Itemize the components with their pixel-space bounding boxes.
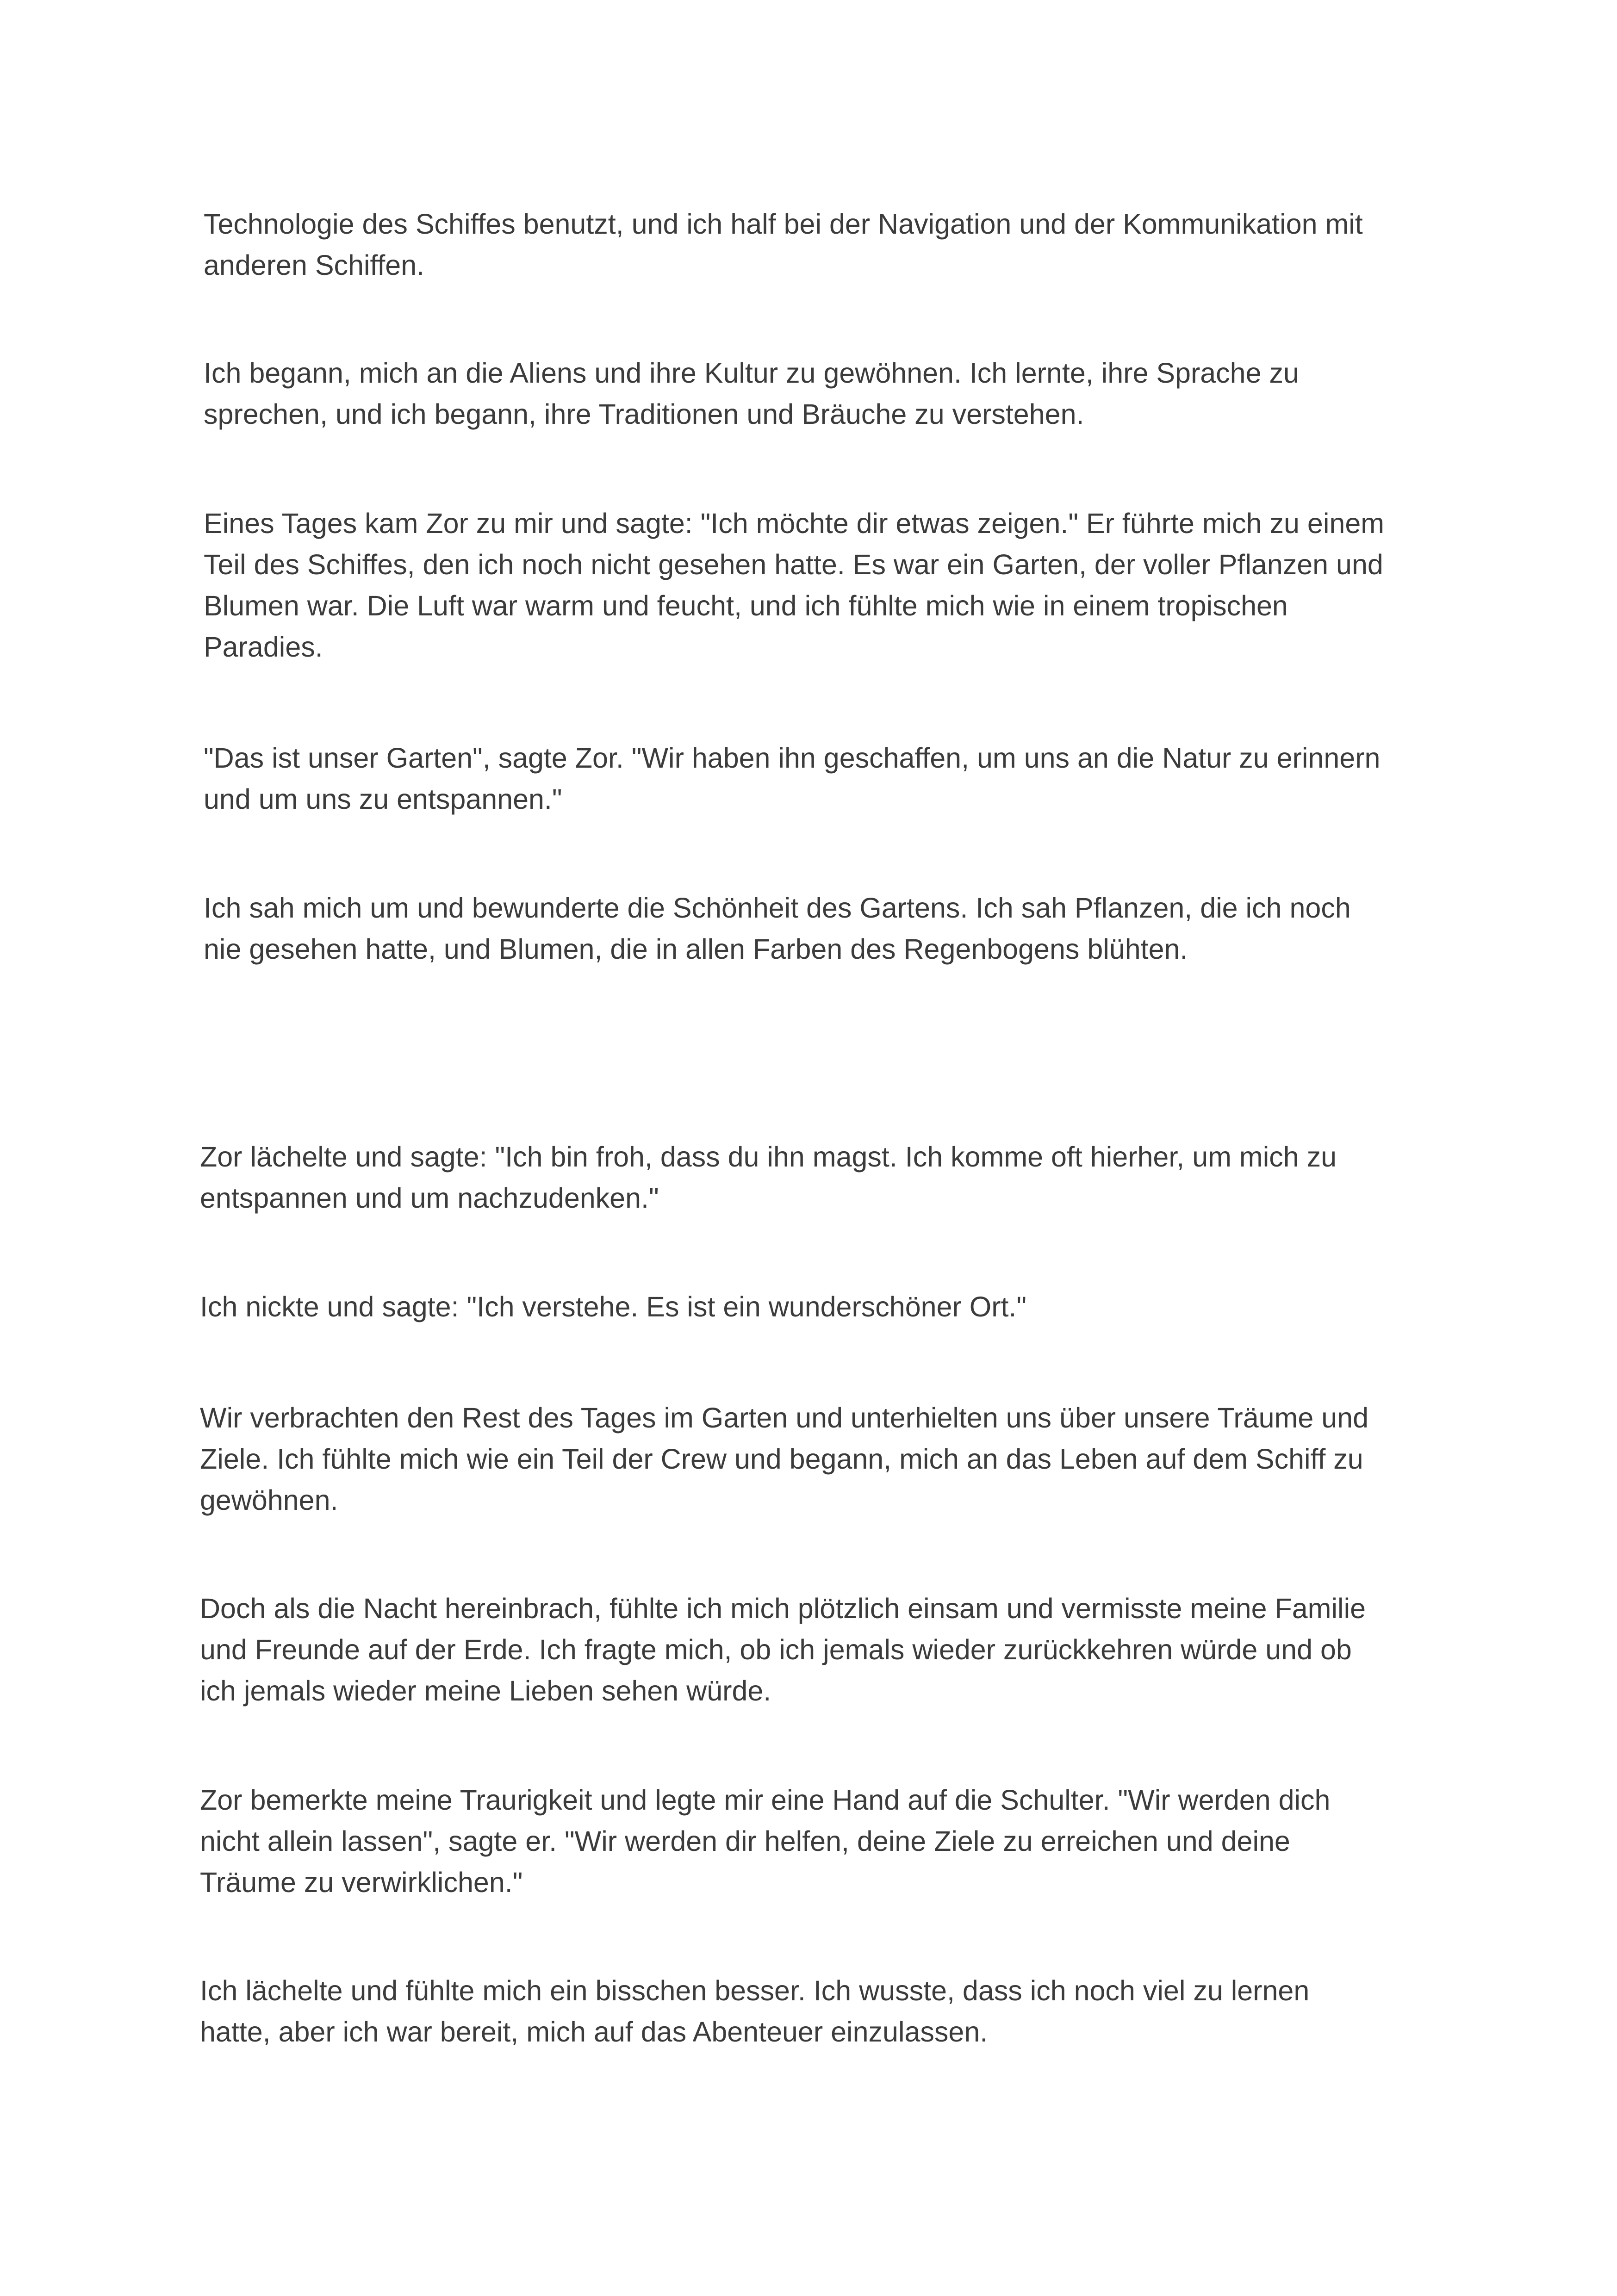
- paragraph-technology: Technologie des Schiffes benutzt, und ich half bei der Navigation und der Kommunikation mit anderen Schiffen.: [204, 208, 1363, 281]
- paragraph-rest-of-day: Wir verbrachten den Rest des Tages im Garten und unterhielten uns über unsere Träume und Ziele. Ich fühlte mich wie ein Teil der Crew und begann, mich an das Leben auf dem Schiff zu gewöhnen.: [200, 1402, 1369, 1516]
- paragraph-nod: Ich nickte und sagte: "Ich verstehe. Es ist ein wunderschöner Ort.": [200, 1291, 1027, 1322]
- paragraph-garden-quote: "Das ist unser Garten", sagte Zor. "Wir haben ihn geschaffen, um uns an die Natur zu erinnern und um uns zu entspannen.": [204, 742, 1381, 815]
- paragraph-adventure: Ich lächelte und fühlte mich ein bisschen besser. Ich wusste, dass ich noch viel zu lernen hatte, aber ich war bereit, mich auf das Abenteuer einzulassen.: [200, 1975, 1310, 2048]
- paragraph-zor-smile: Zor lächelte und sagte: "Ich bin froh, dass du ihn magst. Ich komme oft hierher, um mich zu entspannen und um nachzudenken.": [200, 1141, 1337, 1214]
- paragraph-garden-visit: Eines Tages kam Zor zu mir und sagte: "Ich möchte dir etwas zeigen." Er führte mich zu einem Teil des Schiffes, den ich noch nicht gesehen hatte. Es war ein Garten, der voller Pflanzen und Blumen war. Die Luft war warm und feucht, und ich fühlte mich wie in einem tropischen Paradies.: [204, 508, 1385, 663]
- paragraph-night: Doch als die Nacht hereinbrach, fühlte ich mich plötzlich einsam und vermisste meine Familie und Freunde auf der Erde. Ich fragte mich, ob ich jemals wieder zurückkehren würde und ob ich jemals wieder meine Lieben sehen würde.: [200, 1593, 1366, 1706]
- paragraph-garden-beauty: Ich sah mich um und bewunderte die Schönheit des Gartens. Ich sah Pflanzen, die ich noch nie gesehen hatte, und Blumen, die in allen Farben des Regenbogens blühten.: [204, 892, 1351, 965]
- paragraph-culture: Ich begann, mich an die Aliens und ihre Kultur zu gewöhnen. Ich lernte, ihre Sprache zu sprechen, und ich begann, ihre Traditionen und Bräuche zu verstehen.: [204, 357, 1299, 430]
- paragraph-comfort: Zor bemerkte meine Traurigkeit und legte mir eine Hand auf die Schulter. "Wir werden dich nicht allein lassen", sagte er. "Wir werden dir helfen, deine Ziele zu erreichen und deine Träume zu verwirklichen.": [200, 1784, 1331, 1898]
